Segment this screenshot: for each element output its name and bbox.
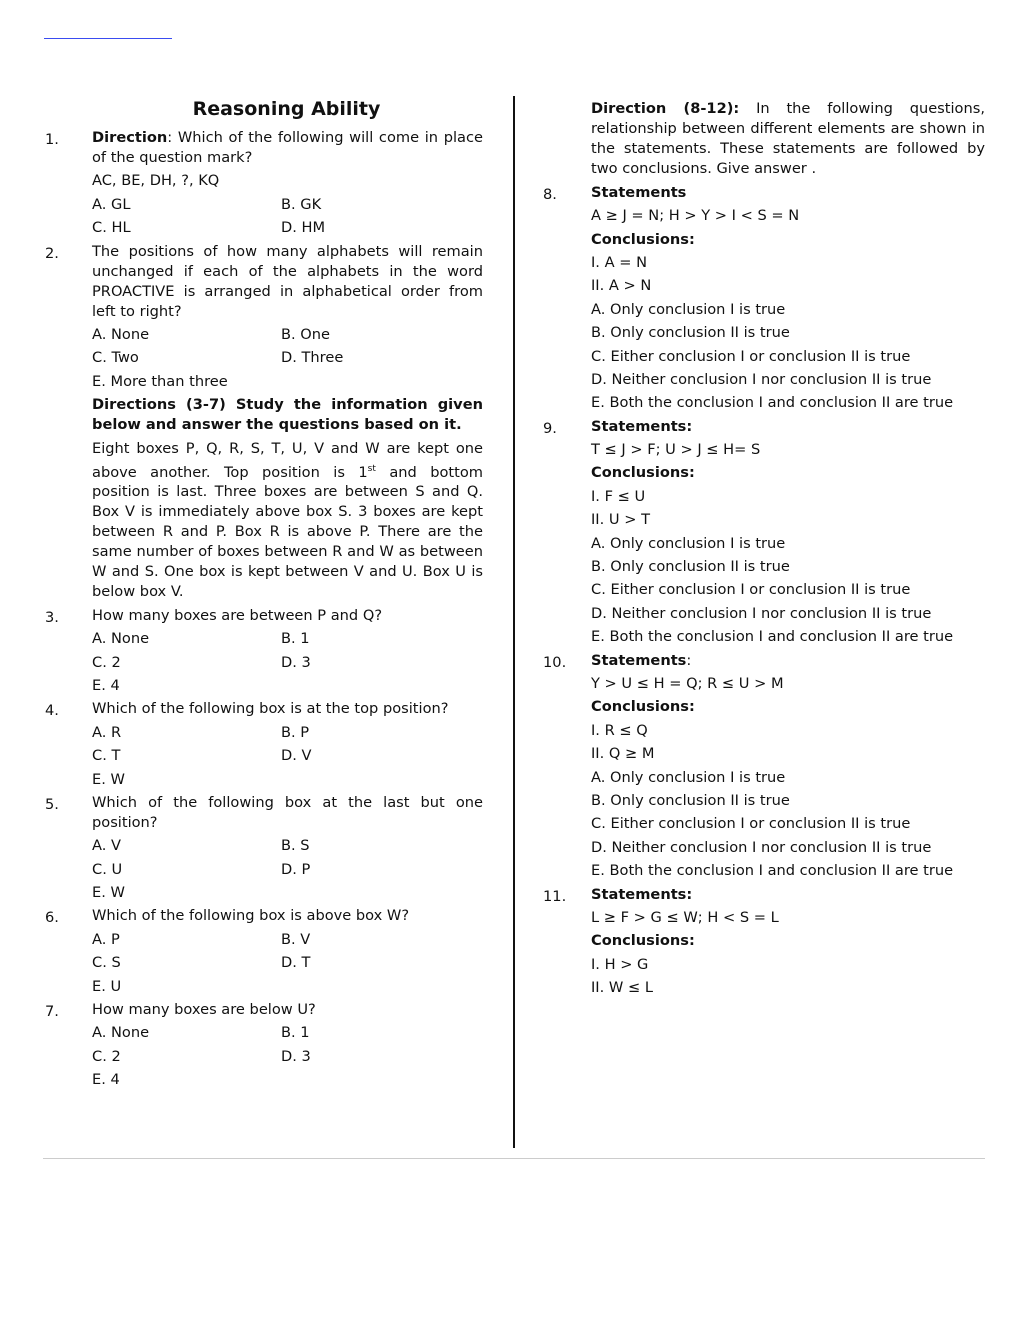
option-a: A. None: [92, 1024, 150, 1042]
bold-label: Conclusions:: [591, 464, 695, 482]
text-segment: Eight boxes P, Q, R, S, T, U, V and W are kept one above another. Top position is 1: [92, 439, 483, 481]
text-line: [591, 744, 985, 764]
text-line: [591, 510, 985, 530]
question-6: [45, 906, 483, 996]
question-number: 3.: [45, 608, 59, 626]
option-d: D. P: [281, 860, 311, 878]
text-line: [92, 395, 483, 435]
text-segment: E. Both the conclusion I and conclusion II are true: [591, 628, 954, 646]
option-e: E. W: [92, 770, 125, 788]
text-line: [591, 580, 985, 600]
text-segment: I. R ≤ Q: [591, 721, 648, 739]
text-segment: Which of the following box is above box W?: [92, 907, 410, 925]
option-a: A. V: [92, 837, 121, 855]
question-4: [45, 699, 483, 789]
question-number: 1.: [45, 131, 59, 148]
text-line: [92, 242, 483, 322]
text-line: [591, 276, 985, 296]
option-a: A. None: [92, 325, 150, 343]
text-segment: T ≤ J > F; U > J ≤ H= S: [591, 441, 761, 459]
text-line: [591, 885, 985, 905]
text-line: [591, 370, 985, 390]
footer-rule: [43, 1158, 985, 1159]
text-line: [591, 323, 985, 343]
text-line: [92, 906, 483, 926]
text-line: [591, 697, 985, 717]
text-line: [591, 230, 985, 250]
text-line: [591, 627, 985, 647]
directions-block: [543, 99, 985, 179]
text-segment: A. Only conclusion I is true: [591, 534, 786, 552]
text-line: [591, 183, 985, 203]
text-segment: D. Neither conclusion I nor conclusion II is true: [591, 838, 932, 856]
text-segment: In the following questions, relationship between different elements are shown in the statements. These statements are followed by two conclusions. Give answer .: [591, 100, 985, 178]
question-1: [45, 128, 483, 238]
text-segment: A ≥ J = N; H > Y > I < S = N: [591, 207, 800, 225]
question-2: [45, 242, 483, 392]
question-number: 5.: [45, 795, 59, 813]
text-line: [591, 721, 985, 741]
text-segment: I. F ≤ U: [591, 487, 646, 505]
question-10: [543, 651, 985, 882]
question-number: 2.: [45, 244, 59, 262]
text-segment: E. Both the conclusion I and conclusion II are true: [591, 394, 954, 412]
text-segment: C. Either conclusion I or conclusion II is true: [591, 347, 911, 365]
text-line: [591, 768, 985, 788]
option-e: E. 4: [92, 676, 120, 694]
section-title: Reasoning Ability: [192, 98, 381, 120]
text-line: [591, 978, 985, 998]
right-column: [543, 96, 985, 998]
text-segment: Which of the following box is at the top position?: [92, 700, 449, 718]
text-line: [591, 534, 985, 554]
question-number: 9.: [543, 419, 557, 437]
text-line: [591, 300, 985, 320]
bold-label: Statements:: [591, 417, 693, 435]
option-d: D. T: [281, 954, 311, 972]
text-line: [92, 171, 483, 191]
option-e: E. More than three: [92, 372, 228, 390]
option-b: B. V: [281, 930, 311, 948]
text-line: [591, 838, 985, 858]
options-grid: [92, 833, 483, 903]
text-line: [92, 439, 483, 603]
text-segment: I. H > G: [591, 955, 649, 973]
text-segment: and bottom position is last. Three boxes are between S and Q. Box V is immediately above box S. 3 boxes are kept between R and P. Box R is above P. There are the same number of boxes between R and W as between W and S. One box is kept between V and U. Box U is below box V.: [92, 463, 483, 601]
text-segment: B. Only conclusion II is true: [591, 324, 790, 342]
text-line: [591, 604, 985, 624]
text-line: [591, 931, 985, 951]
option-a: A. None: [92, 630, 150, 648]
option-a: A. R: [92, 723, 122, 741]
option-e: E. W: [92, 884, 125, 902]
question-number: 11.: [543, 887, 567, 905]
text-segment: How many boxes are below U?: [92, 1001, 316, 1019]
text-segment: L ≥ F > G ≤ W; H < S = L: [591, 908, 779, 926]
option-d: D. V: [281, 747, 312, 765]
option-b: B. One: [281, 325, 331, 343]
text-line: [591, 861, 985, 881]
option-e: E. U: [92, 977, 122, 995]
bold-label: Conclusions:: [591, 698, 695, 716]
text-segment: Which of the following box at the last but one position?: [92, 793, 483, 831]
text-line: [591, 651, 985, 671]
question-11: [543, 885, 985, 999]
text-line: [591, 674, 985, 694]
text-segment: B. Only conclusion II is true: [591, 791, 790, 809]
text-line: [591, 463, 985, 483]
option-b: B. P: [281, 723, 310, 741]
options-grid: [92, 626, 483, 696]
option-b: B. GK: [281, 195, 322, 213]
options-grid: [92, 1020, 483, 1090]
text-segment: D. Neither conclusion I nor conclusion II is true: [591, 370, 932, 388]
text-segment: E. Both the conclusion I and conclusion II are true: [591, 862, 954, 880]
header-link-underline[interactable]: [44, 38, 172, 39]
question-number: 10.: [543, 653, 567, 671]
text-line: [591, 347, 985, 367]
bold-label: Directions (3-7) Study the information given below and answer the questions based on it.: [92, 396, 483, 434]
text-segment: Y > U ≤ H = Q; R ≤ U > M: [591, 674, 784, 692]
left-column: [45, 96, 483, 1090]
text-line: [92, 793, 483, 833]
text-line: [591, 487, 985, 507]
question-8: [543, 183, 985, 414]
column-divider: [513, 96, 515, 1148]
option-c: C. T: [92, 747, 121, 765]
text-line: [591, 557, 985, 577]
option-d: D. 3: [281, 1047, 311, 1065]
text-segment: I. A = N: [591, 253, 647, 271]
text-segment: II. A > N: [591, 277, 652, 295]
question-number: 7.: [45, 1003, 59, 1021]
text-segment: II. U > T: [591, 511, 650, 529]
text-line: [92, 606, 483, 626]
text-segment: C. Either conclusion I or conclusion II is true: [591, 815, 911, 833]
text-segment: st: [367, 463, 376, 474]
text-segment: : Which of the following will come in place of the question mark?: [92, 129, 483, 166]
text-line: [591, 908, 985, 928]
options-grid: [92, 322, 483, 392]
option-b: B. S: [281, 837, 310, 855]
question-3: [45, 606, 483, 696]
text-line: [92, 128, 483, 168]
question-number: 6.: [45, 909, 59, 927]
text-line: [92, 1000, 483, 1020]
text-line: [591, 440, 985, 460]
question-9: [543, 417, 985, 648]
question-5: [45, 793, 483, 903]
option-d: D. 3: [281, 653, 311, 671]
option-a: A. GL: [92, 195, 131, 213]
text-segment: A. Only conclusion I is true: [591, 768, 786, 786]
text-line: [591, 955, 985, 975]
directions-block: [45, 395, 483, 602]
option-c: C. S: [92, 954, 121, 972]
text-segment: How many boxes are between P and Q?: [92, 606, 383, 624]
text-segment: :: [686, 651, 692, 669]
text-segment: D. Neither conclusion I nor conclusion II is true: [591, 604, 932, 622]
text-line: [591, 253, 985, 273]
text-segment: II. Q ≥ M: [591, 745, 655, 763]
text-segment: AC, BE, DH, ?, KQ: [92, 172, 220, 190]
bold-label: Conclusions:: [591, 230, 695, 248]
text-segment: B. Only conclusion II is true: [591, 558, 790, 576]
option-b: B. 1: [281, 630, 310, 648]
bold-label: Direction (8-12):: [591, 100, 740, 118]
text-line: [591, 814, 985, 834]
option-c: C. U: [92, 860, 123, 878]
option-c: C. Two: [92, 349, 139, 367]
option-c: C. 2: [92, 1047, 121, 1065]
option-c: C. 2: [92, 653, 121, 671]
option-d: D. Three: [281, 349, 344, 367]
text-line: [591, 99, 985, 179]
text-line: [92, 699, 483, 719]
bold-label: Direction: [92, 129, 168, 146]
bold-label: Statements: [591, 651, 687, 669]
option-b: B. 1: [281, 1024, 310, 1042]
option-e: E. 4: [92, 1071, 120, 1089]
text-line: [591, 791, 985, 811]
text-line: [591, 393, 985, 413]
bold-label: Statements: [591, 183, 687, 201]
question-number: 4.: [45, 702, 59, 720]
options-grid: [92, 719, 483, 789]
option-d: D. HM: [281, 219, 326, 237]
text-segment: The positions of how many alphabets will remain unchanged if each of the alphabets in the word PROACTIVE is arranged in alphabetical order from left to right?: [92, 242, 483, 320]
bold-label: Statements:: [591, 885, 693, 903]
text-segment: A. Only conclusion I is true: [591, 300, 786, 318]
options-grid: [92, 926, 483, 996]
text-line: [591, 206, 985, 226]
bold-label: Conclusions:: [591, 932, 695, 950]
option-a: A. P: [92, 930, 120, 948]
option-c: C. HL: [92, 219, 131, 237]
text-segment: C. Either conclusion I or conclusion II is true: [591, 581, 911, 599]
text-line: [591, 417, 985, 437]
options-grid: [92, 191, 483, 238]
question-7: [45, 1000, 483, 1090]
question-number: 8.: [543, 185, 557, 203]
text-segment: II. W ≤ L: [591, 979, 653, 997]
